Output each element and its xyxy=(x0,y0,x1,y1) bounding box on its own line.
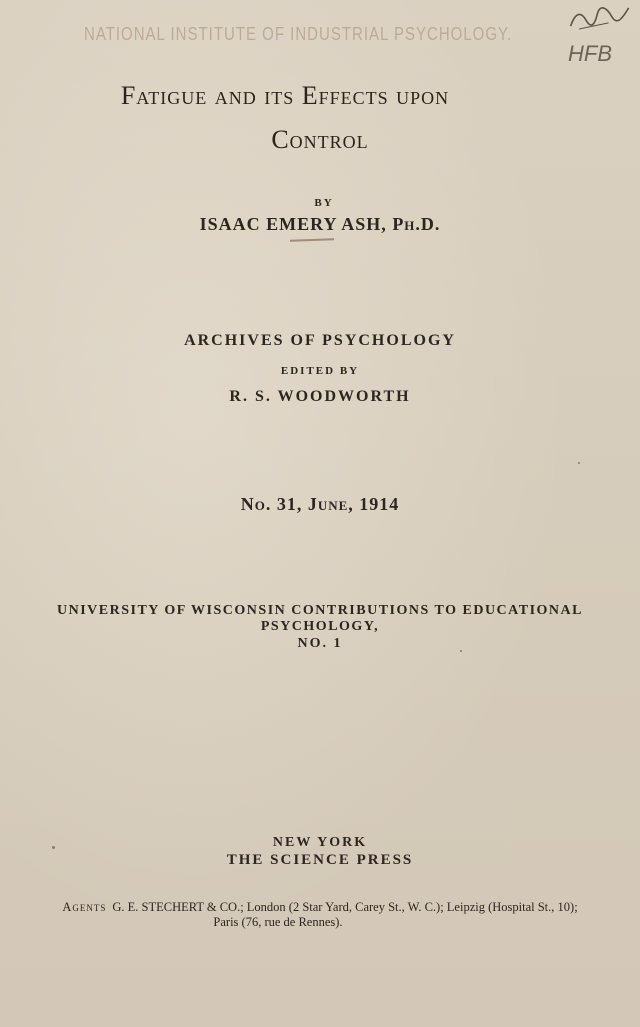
title-line-2: Control xyxy=(271,125,369,154)
paper-speck xyxy=(578,462,580,464)
paper-speck xyxy=(460,650,462,652)
university-contributions xyxy=(0,603,640,635)
title-line-1: Fatigue and its Effects upon xyxy=(120,81,450,110)
issue-number xyxy=(0,494,640,515)
underline-mark xyxy=(290,238,334,242)
publisher-name: THE SCIENCE PRESS xyxy=(226,852,414,868)
university-line-2: PSYCHOLOGY, xyxy=(260,619,380,634)
handwritten-shelf-mark xyxy=(568,4,632,67)
author-name: ISAAC EMERY ASH, xyxy=(199,214,393,234)
book-title xyxy=(0,74,640,162)
paper-speck xyxy=(52,846,55,849)
library-stamp: NATIONAL INSTITUTE OF INDUSTRIAL PSYCHOLOGY. xyxy=(84,23,513,46)
series-title: ARCHIVES OF PSYCHOLOGY xyxy=(184,332,456,349)
edited-by-label: EDITED BY xyxy=(280,365,360,377)
author xyxy=(0,214,640,235)
editor-name: R. S. WOODWORTH xyxy=(229,388,411,405)
agents-line-2: Paris (76, rue de Rennes). xyxy=(213,915,343,929)
university-line-1: UNIVERSITY OF WISCONSIN CONTRIBUTIONS TO EDUCATIONAL xyxy=(57,603,583,618)
university-number: NO. 1 xyxy=(297,636,343,651)
handwritten-signature-icon xyxy=(566,0,634,39)
agents-label: Agents xyxy=(62,900,107,914)
agents-line xyxy=(0,900,640,930)
issue-label: No. 31, June, 1914 xyxy=(240,494,400,514)
by-label: BY xyxy=(314,197,334,209)
publisher-city: NEW YORK xyxy=(272,835,368,850)
shelf-code: HFB xyxy=(568,41,612,66)
author-degree: Ph.D. xyxy=(392,214,441,234)
agents-line-1: G. E. STECHERT & CO.; London (2 Star Yard, Carey St., W. C.); Leipzig (Hospital St., 10); xyxy=(112,900,578,914)
